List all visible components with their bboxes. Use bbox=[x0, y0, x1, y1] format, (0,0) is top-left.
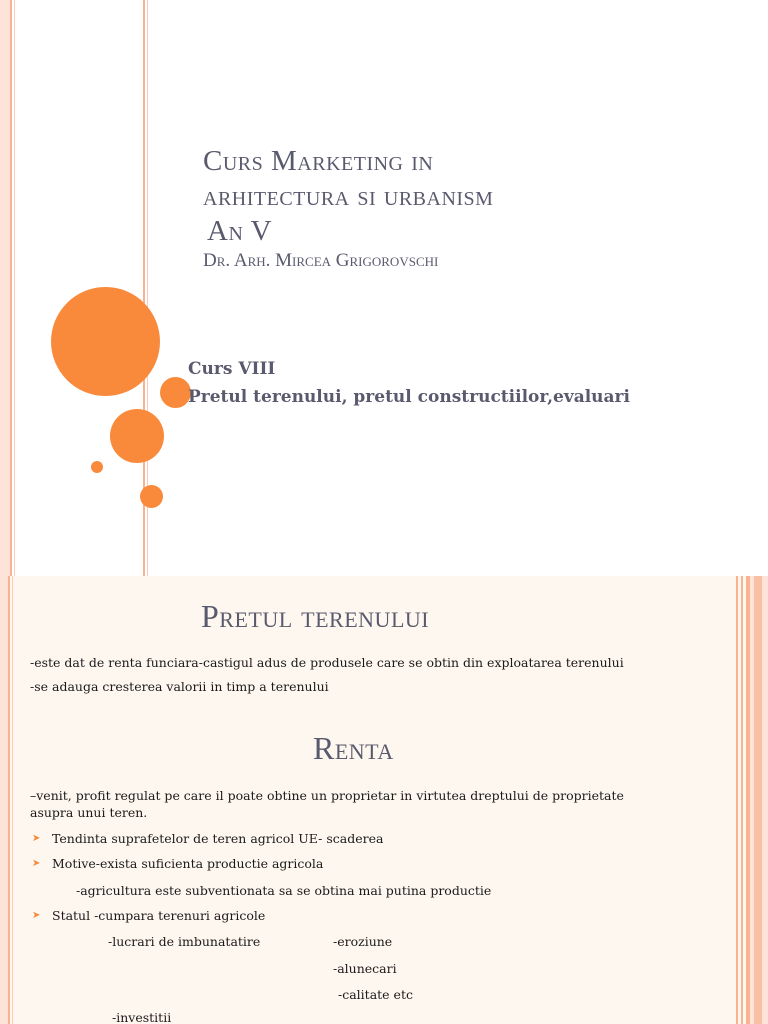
decor-strip bbox=[8, 576, 10, 1024]
decor-strip bbox=[736, 576, 738, 1024]
bullet-text: Motive-exista suficienta productie agricola bbox=[52, 856, 324, 871]
title-line: arhitectura si urbanism bbox=[203, 180, 494, 212]
paragraph: asupra unui teren. bbox=[30, 805, 148, 820]
course-number: Curs VIII bbox=[188, 359, 276, 379]
paragraph: –venit, profit regulat pe care il poate obtine un proprietar in virtutea dreptului de proprietate bbox=[30, 788, 624, 803]
decor-circle-small bbox=[160, 377, 191, 408]
author-name: Dr. Arh. Mircea Grigorovschi bbox=[203, 250, 439, 271]
slide-subtitle bbox=[188, 355, 630, 411]
paragraph: -este dat de renta funciara-castigul adus de produsele care se obtin din exploatarea terenului bbox=[30, 655, 624, 670]
decor-circle-small bbox=[140, 485, 163, 508]
heading-pretul-terenului: Pretul terenului bbox=[201, 598, 430, 634]
sub-item: -lucrari de imbunatatire bbox=[108, 934, 261, 949]
title-line: Curs Marketing in bbox=[203, 145, 434, 177]
content-slide bbox=[0, 576, 768, 1024]
sub-item: -investitii bbox=[112, 1010, 172, 1024]
paragraph: -se adauga cresterea valorii in timp a terenului bbox=[30, 679, 329, 694]
title-line: An V bbox=[207, 215, 273, 247]
sub-item: -alunecari bbox=[333, 961, 397, 976]
bullet-text: Statul -cumpara terenuri agricole bbox=[52, 908, 266, 923]
sub-item: -agricultura este subventionata sa se obtina mai putina productie bbox=[76, 883, 492, 898]
decor-strip bbox=[762, 576, 768, 1024]
arrowhead-bullet-icon: ➤ bbox=[32, 858, 41, 869]
course-topic: Pretul terenului, pretul constructiilor,evaluari bbox=[188, 387, 630, 407]
decor-circle-medium bbox=[110, 409, 164, 463]
decor-strip bbox=[0, 0, 10, 576]
sub-item: -calitate etc bbox=[338, 987, 413, 1002]
decor-strip bbox=[10, 0, 12, 576]
decor-strip bbox=[754, 576, 762, 1024]
decor-circle-tiny bbox=[91, 461, 103, 473]
decor-strip bbox=[0, 576, 8, 1024]
decor-strip bbox=[741, 576, 743, 1024]
sub-item: -eroziune bbox=[333, 934, 393, 949]
decor-strip bbox=[12, 576, 13, 1024]
bullet-text: Tendinta suprafetelor de teren agricol UE- scaderea bbox=[52, 831, 384, 846]
slide-title bbox=[203, 144, 493, 273]
heading-renta: Renta bbox=[313, 730, 394, 766]
decor-strip bbox=[14, 0, 15, 576]
arrowhead-bullet-icon: ➤ bbox=[32, 910, 41, 921]
arrowhead-bullet-icon: ➤ bbox=[32, 833, 41, 844]
decor-circle-large bbox=[51, 287, 160, 396]
